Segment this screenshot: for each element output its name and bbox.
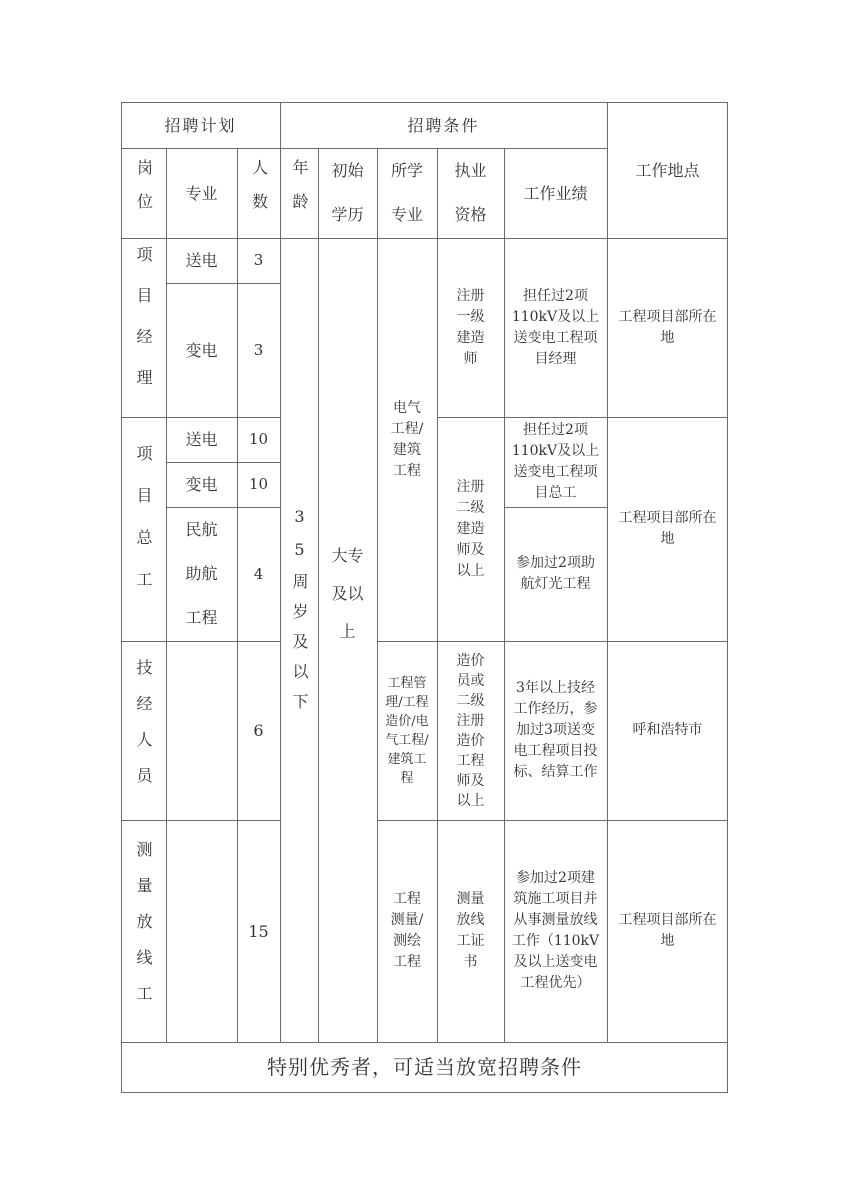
location-cell: 工程项目部所在地 bbox=[618, 308, 717, 346]
major-cell: 变电 bbox=[185, 475, 218, 494]
major-cell: 变电 bbox=[185, 340, 218, 360]
age-cell bbox=[280, 238, 318, 1042]
header-count: 人数 bbox=[249, 159, 269, 227]
header-performance: 工作业绩 bbox=[523, 183, 588, 203]
header-location: 工作地点 bbox=[635, 160, 700, 180]
count-cell: 4 bbox=[253, 564, 264, 583]
qualification-cell: 注册一级建造师 bbox=[456, 287, 485, 367]
footer-note: 特别优秀者，可适当放宽招聘条件 bbox=[267, 1054, 582, 1079]
position-chief-engineer: 项目总工 bbox=[134, 445, 153, 613]
location-cell: 工程项目部所在地 bbox=[618, 510, 717, 547]
position-cost-staff-cell bbox=[121, 641, 166, 820]
position-surveyor-cell bbox=[121, 820, 166, 1042]
count-cell: 15 bbox=[248, 921, 269, 941]
header-major: 专业 bbox=[185, 183, 218, 203]
header-age-cell bbox=[280, 148, 318, 238]
major-cell: 民航助航工程 bbox=[185, 520, 218, 627]
major-cell: 送电 bbox=[185, 251, 218, 270]
header-position-cell bbox=[121, 148, 166, 238]
study-electrical-civil: 电气工程/建筑工程 bbox=[390, 399, 424, 479]
position-chief-engineer-cell bbox=[121, 417, 166, 641]
qualification-cell: 注册二级建造师及以上 bbox=[456, 478, 485, 579]
count-cell: 10 bbox=[248, 475, 269, 493]
qualification-cell: 测量放线工证书 bbox=[456, 891, 485, 970]
count-cell: 10 bbox=[248, 430, 269, 448]
location-cell: 工程项目部所在地 bbox=[618, 912, 717, 949]
count-cell: 6 bbox=[253, 721, 264, 740]
performance-cell: 担任过2项110kV及以上送变电工程项目总工 bbox=[511, 422, 600, 501]
header-age: 年龄 bbox=[290, 159, 309, 227]
major-cell bbox=[166, 820, 237, 1042]
qualification-cell: 造价员或二级注册造价工程师及以上 bbox=[456, 652, 485, 809]
major-cell: 送电 bbox=[185, 430, 218, 449]
header-position: 岗位 bbox=[134, 159, 154, 227]
age-requirement: 35周岁及以下 bbox=[290, 507, 309, 723]
performance-cell: 参加过2项助航灯光工程 bbox=[516, 555, 595, 592]
header-qualification: 执业资格 bbox=[454, 161, 487, 224]
location-cell: 呼和浩特市 bbox=[632, 722, 703, 738]
study-cell: 工程测量/测绘工程 bbox=[390, 891, 424, 970]
major-cell bbox=[166, 641, 237, 820]
header-study: 所学专业 bbox=[390, 161, 423, 224]
count-cell: 3 bbox=[253, 340, 264, 359]
performance-cell: 3年以上技经工作经历，参加过3项送变电工程项目投标、结算工作 bbox=[513, 680, 598, 780]
header-count-cell bbox=[237, 148, 280, 238]
header-plan-group: 招聘计划 bbox=[164, 115, 237, 135]
position-cost-staff: 技经人员 bbox=[134, 658, 153, 803]
position-project-manager: 项目经理 bbox=[134, 245, 153, 410]
position-project-manager-cell bbox=[121, 238, 166, 417]
performance-cell: 参加过2项建筑施工项目并从事测量放线工作（110kV及以上送变电工程优先） bbox=[511, 870, 600, 991]
recruitment-table bbox=[121, 102, 728, 1093]
position-surveyor: 测量放线工 bbox=[134, 841, 153, 1021]
performance-cell: 担任过2项110kV及以上送变电工程项目经理 bbox=[511, 287, 600, 367]
header-education: 初始学历 bbox=[331, 161, 364, 224]
count-cell: 3 bbox=[253, 251, 264, 269]
education-requirement: 大专及以上 bbox=[331, 546, 364, 641]
header-conditions-group: 招聘条件 bbox=[407, 115, 480, 135]
study-cell: 工程管理/工程造价/电气工程/建筑工程 bbox=[385, 675, 429, 786]
